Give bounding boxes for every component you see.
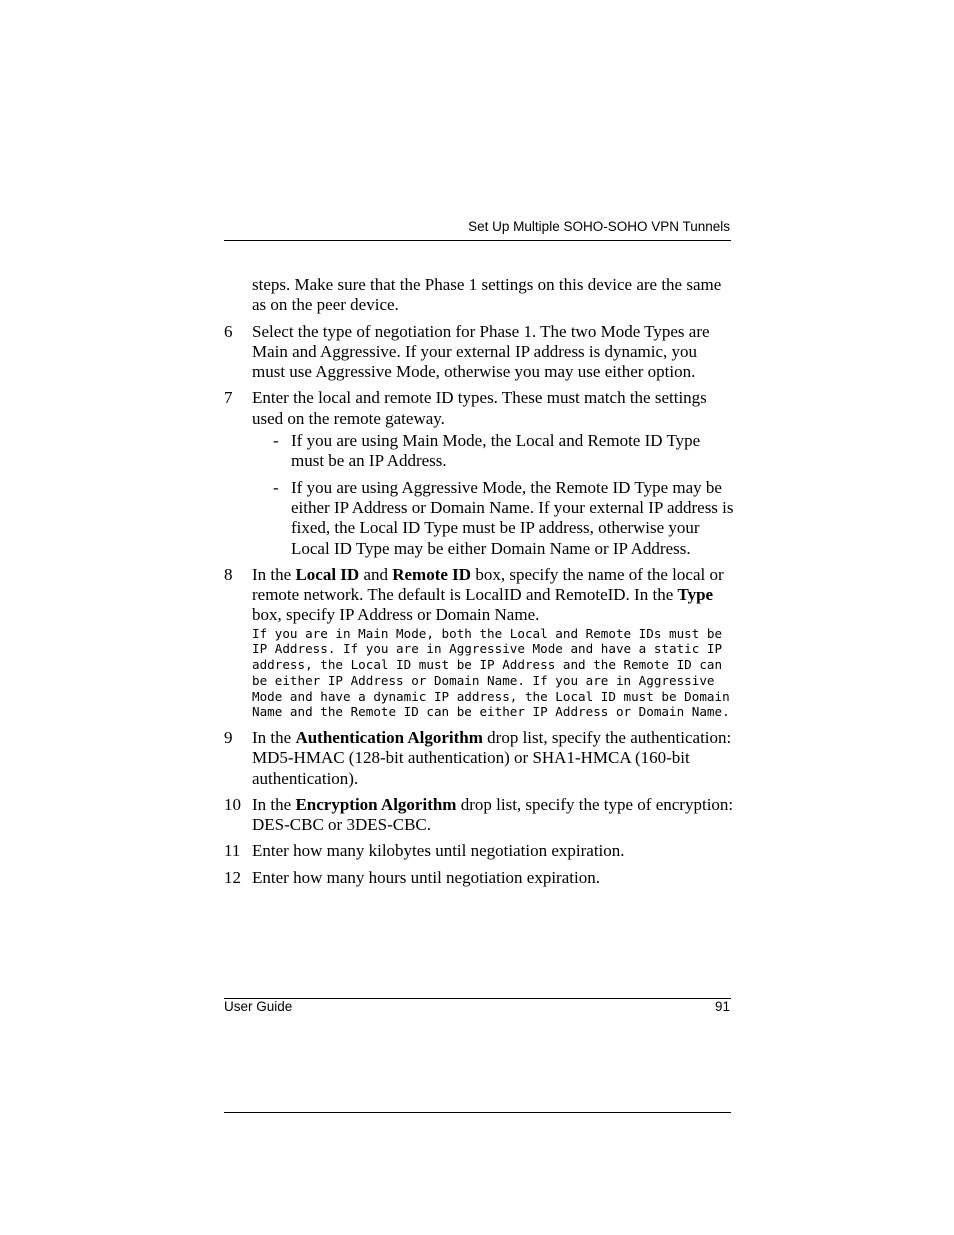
footer-title: User Guide: [224, 999, 293, 1014]
local-id-term: Local ID: [295, 564, 360, 584]
sub-item-text: If you are using Main Mode, the Local and Remote ID Type must be an IP Address.: [291, 431, 701, 471]
step-text: and: [359, 564, 393, 584]
step-text: box, specify IP Address or Domain Name.: [252, 605, 540, 625]
step-text: box, specify the name of the local or remote network. The default is LocalID and RemoteID. In the: [252, 564, 724, 605]
sub-item-text: If you are using Aggressive Mode, the Remote ID Type may be either IP Address or Domain Name. If your external IP address is fixed, the Local ID Type must be IP address, otherwise your Local ID Type may be either Domain Name or IP Address.: [291, 477, 734, 558]
step-text: drop list, specify the type of encryption: DES-CBC or 3DES-CBC.: [252, 794, 734, 835]
step-9: [224, 728, 734, 789]
step-text: Enter the local and remote ID types. These must match the settings used on the remote gateway.: [252, 388, 707, 428]
authentication-algorithm-term: Authentication Algorithm: [295, 727, 483, 747]
sub-item-main-mode: [224, 431, 734, 472]
step-number: 6: [224, 321, 233, 341]
step-11: [224, 841, 734, 861]
step-number: 8: [224, 564, 233, 584]
intro-paragraph: steps. Make sure that the Phase 1 settings on this device are the same as on the peer device.: [252, 275, 722, 315]
dash-bullet: -: [273, 477, 279, 497]
encryption-algorithm-term: Encryption Algorithm: [295, 794, 457, 814]
bottom-rule: [224, 1112, 731, 1113]
step-text: In the: [252, 727, 296, 747]
step-text: Enter how many hours until negotiation expiration.: [252, 867, 600, 887]
step-text: In the: [252, 564, 296, 584]
sub-item-aggressive-mode: [224, 478, 734, 559]
step-10: [224, 795, 734, 836]
step-8: [224, 565, 734, 626]
type-term: Type: [677, 585, 714, 605]
step-number: 12: [224, 867, 241, 887]
step-number: 10: [224, 794, 241, 814]
note-text: If you are in Main Mode, both the Local and Remote IDs must be IP Address. If you are in Aggressive Mode and have a static IP address, the Local ID must be IP Address and the Remote ID can be either IP Address or Domain Name. If you are in Aggressive Mode and have a dynamic IP address, the Local ID must be Domain Name and the Remote ID can be either IP Address or Domain Name.: [252, 625, 730, 720]
step-12: [224, 868, 734, 888]
step-6: [224, 322, 734, 383]
header-rule: [224, 240, 731, 241]
step-number: 7: [224, 388, 233, 408]
remote-id-term: Remote ID: [392, 564, 472, 584]
dash-bullet: -: [273, 431, 279, 451]
step-text: Select the type of negotiation for Phase 1. The two Mode Types are Main and Aggressive. If your external IP address is dynamic, you must use Aggressive Mode, otherwise you may use either option.: [252, 321, 710, 382]
step-text: In the: [252, 794, 296, 814]
step-text: drop list, specify the authentication: MD5-HMAC (128-bit authentication) or SHA1-HMCA (160-bit authentication).: [252, 727, 732, 788]
step-number: 11: [224, 841, 241, 861]
step-number: 9: [224, 727, 233, 747]
step-8-note: [224, 626, 734, 720]
running-header: Set Up Multiple SOHO-SOHO VPN Tunnels: [468, 219, 730, 234]
page-number: 91: [714, 999, 730, 1014]
step-text: Enter how many kilobytes until negotiation expiration.: [252, 841, 625, 861]
step-7: [224, 388, 734, 429]
page-body: [224, 275, 734, 894]
